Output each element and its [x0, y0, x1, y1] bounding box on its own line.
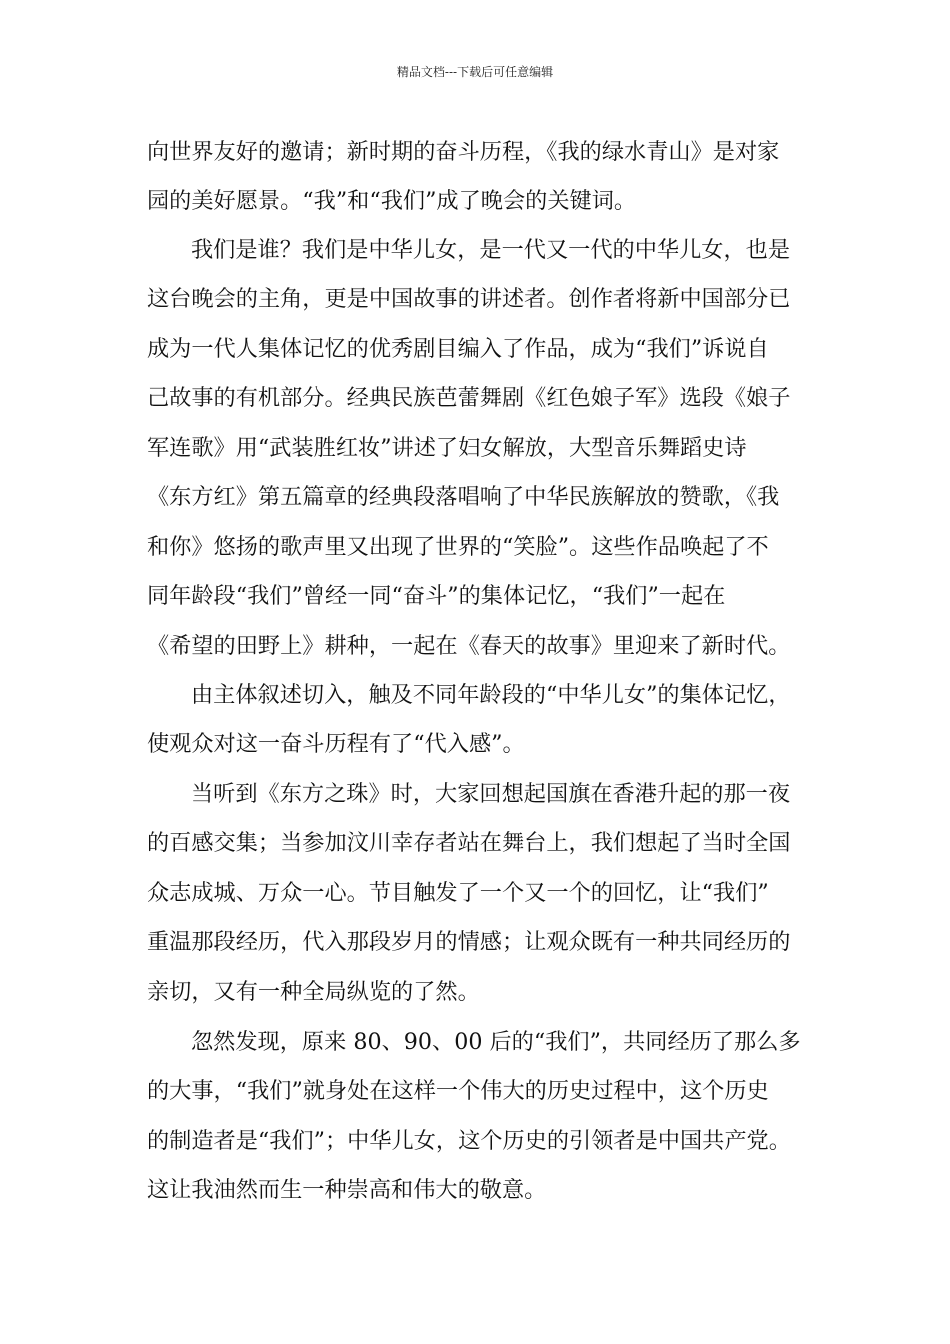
text-line: 这台晚会的主角，更是中国故事的讲述者。创作者将新中国部分已 [147, 286, 791, 312]
text-line: 重温那段经历，代入那段岁月的情感；让观众既有一种共同经历的 [147, 929, 791, 955]
text-line: 亲切，又有一种全局纵览的了然。 [147, 979, 480, 1005]
paragraph-first-line: 我们是谁？我们是中华儿女，是一代又一代的中华儿女，也是 [191, 237, 791, 263]
text-line: 军连歌》用“武装胜红妆”讲述了妇女解放，大型音乐舞蹈史诗 [147, 435, 747, 461]
text-line: 使观众对这一奋斗历程有了“代入感”。 [147, 731, 525, 757]
text-line: 成为一代人集体记忆的优秀剧目编入了作品，成为“我们”诉说自 [147, 336, 769, 362]
text-line: 向世界友好的邀请；新时期的奋斗历程，《我的绿水青山》是对家 [147, 139, 780, 165]
text-line: 己故事的有机部分。经典民族芭蕾舞剧《红色娘子军》选段《娘子 [147, 385, 791, 411]
text-line: 同年龄段“我们”曾经一同“奋斗”的集体记忆，“我们”一起在 [147, 583, 726, 609]
text-line: 《希望的田野上》耕种，一起在《春天的故事》里迎来了新时代。 [147, 633, 791, 659]
text-line: 和你》悠扬的歌声里又出现了世界的“笑脸”。这些作品唤起了不 [147, 534, 769, 560]
page-header: 精品文档---下载后可任意编辑 [396, 65, 554, 79]
paragraph-first-line: 当听到《东方之珠》时，大家回想起国旗在香港升起的那一夜 [191, 781, 791, 807]
text-line: 众志成城、万众一心。节目触发了一个又一个的回忆，让“我们” [147, 880, 769, 906]
text-line: 的制造者是“我们”；中华儿女，这个历史的引领者是中国共产党。 [147, 1128, 791, 1154]
text-line: 的百感交集；当参加汶川幸存者站在舞台上，我们想起了当时全国 [147, 830, 791, 856]
text-line: 园的美好愿景。“我”和“我们”成了晚会的关键词。 [147, 188, 637, 214]
text-line: 的大事，“我们”就身处在这样一个伟大的历史过程中，这个历史 [147, 1078, 769, 1104]
paragraph-first-line: 忽然发现，原来 80、90、00 后的“我们”，共同经历了那么多 [191, 1029, 801, 1055]
text-line: 这让我油然而生一种崇高和伟大的敬意。 [147, 1177, 547, 1203]
text-line: 《东方红》第五篇章的经典段落唱响了中华民族解放的赞歌，《我 [147, 484, 780, 510]
paragraph-first-line: 由主体叙述切入，触及不同年龄段的“中华儿女”的集体记忆， [191, 682, 791, 708]
